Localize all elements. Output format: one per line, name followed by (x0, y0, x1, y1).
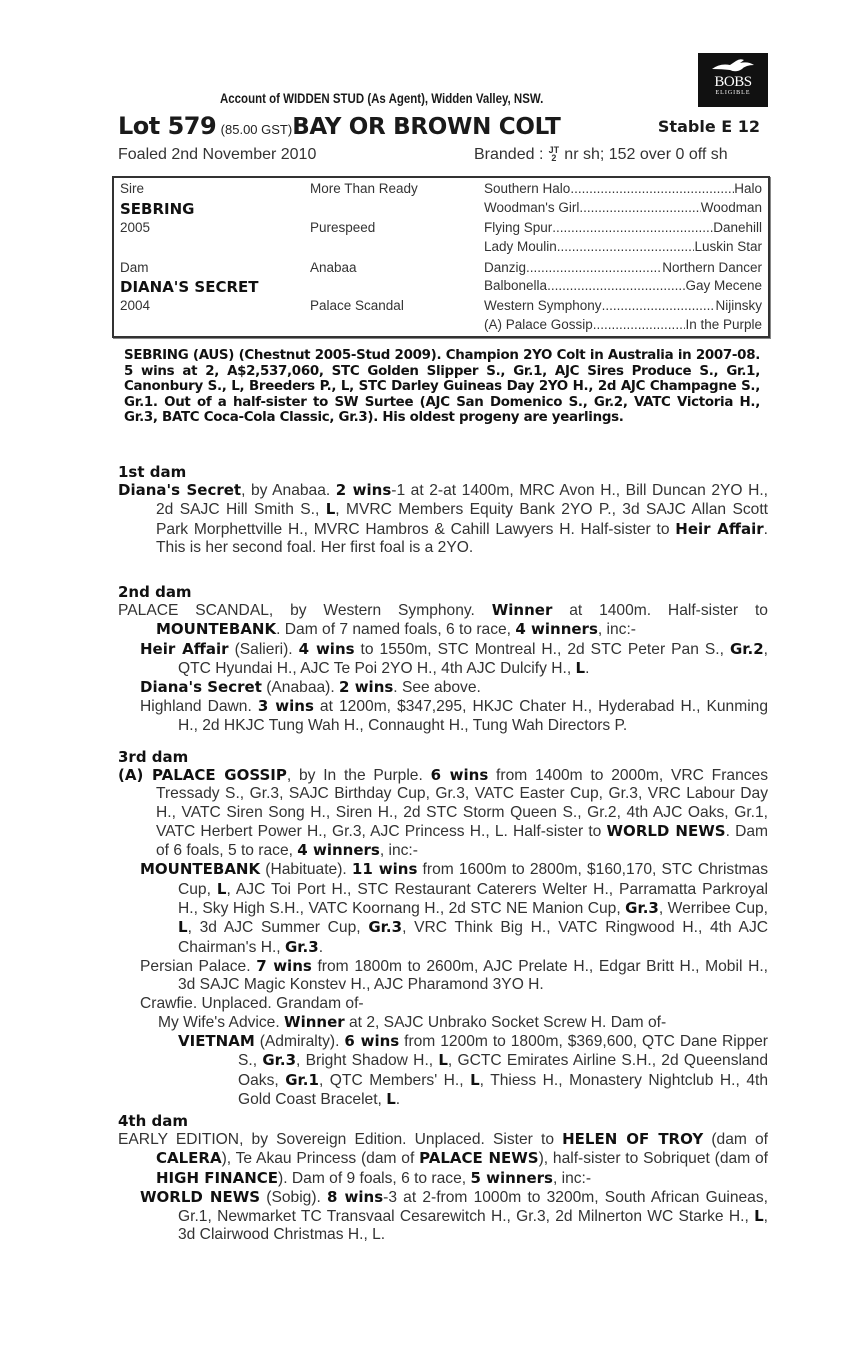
leader-dots (602, 298, 716, 313)
sire-biography: SEBRING (AUS) (Chestnut 2005-Stud 2009). Champion 2YO Colt in Australia in 2007-08. 5 wins at 2, A$2,537,060, STC Golden Slipper S., Gr.1, AJC Sires Produce S., Gr.1, Canonbury S., L, Breeders P., L, STC Darley Guineas Day 2YO H., 2d AJC Champagne S., Gr.1. Out of a half-sister to SW Surtee (AJC San Domenico S., Gr.2, VATC Victoria H., Gr.3, BATC Coca-Cola Classic, Gr.3). His oldest progeny are yearlings. (124, 348, 760, 425)
third-gen-row (484, 260, 762, 275)
sire-label: Sire (120, 181, 145, 196)
ancestor-sire: Halo (734, 181, 762, 196)
pedigree-entry: Highland Dawn. 3 wins at 1200m, $347,295, HKJC Chater H., Hyderabad H., Kunming H., 2d HKJC Tung Wah H., Connaught H., Tung Wah Directors P. (140, 697, 769, 734)
ancestor-name: Western Symphony (484, 298, 602, 313)
dam-name: DIANA'S SECRET (120, 278, 259, 296)
pedigree-entry: My Wife's Advice. Winner at 2, SAJC Unbrako Socket Screw H. Dam of- (158, 1012, 667, 1031)
pedigree-entry: EARLY EDITION, by Sovereign Edition. Unplaced. Sister to HELEN OF TROY (dam of CALERA), Te Akau Princess (dam of PALACE NEWS), half-sister to Sobriquet (dam of HIGH FINANCE). Dam of 9 foals, 6 to race, 5 winners, inc:- (118, 1130, 769, 1187)
dam-sire: Anabaa (310, 260, 357, 275)
logo-subtitle: ELIGIBLE (715, 90, 751, 96)
branded-label: Branded : (474, 146, 544, 163)
dam-section (118, 463, 768, 557)
pedigree-entry: VIETNAM (Admiralty). 6 wins from 1200m to 1800m, $369,600, QTC Dane Ripper S., Gr.3, Bright Shadow H., L, GCTC Emirates Airline S.H., 2d Queensland Oaks, Gr.1, QTC Members' H., L, Thiess H., Monastery Nightclub H., 4th Gold Coast Bracelet, L. (178, 1032, 769, 1109)
section-heading: 2nd dam (118, 583, 192, 601)
ancestor-sire: Gay Mecene (685, 278, 762, 293)
dam-dam: Palace Scandal (310, 298, 404, 313)
third-gen-row (484, 239, 762, 254)
third-gen-row (484, 317, 762, 332)
lot-line (118, 112, 768, 140)
gst-note: (85.00 GST) (220, 122, 293, 137)
pedigree-entry: Heir Affair (Salieri). 4 wins to 1550m, STC Montreal H., 2d STC Peter Pan S., Gr.2, QTC Hyundai H., AJC Te Poi 2YO H., 4th AJC Dulcify H., L. (140, 639, 768, 677)
third-gen-row (484, 220, 762, 235)
ancestor-name: Southern Halo (484, 181, 571, 196)
leader-dots (579, 200, 700, 215)
sire-sire: More Than Ready (310, 181, 418, 196)
ancestor-sire: Nijinsky (715, 298, 762, 313)
pedigree-entry: MOUNTEBANK (Habituate). 11 wins from 1600m to 2800m, $160,170, STC Christmas Cup, L, AJC Toi Port H., STC Restaurant Caterers Welter H., Parramatta Parkroyal H., Sky High S.H., VATC Koornang H., 2d STC NE Manion Cup, Gr.3, Werribee Cup, L, 3d AJC Summer Cup, Gr.3, VRC Think Big H., VATC Ringwood H., 4th AJC Chairman's H., Gr.3. (140, 860, 769, 956)
leader-dots (557, 239, 695, 254)
ancestor-name: (A) Palace Gossip (484, 317, 593, 332)
vendor-account: Account of WIDDEN STUD (As Agent), Widden Valley, NSW. (220, 90, 544, 106)
dam-section (118, 583, 768, 735)
logo-title: BOBS (714, 74, 752, 90)
ancestor-name: Danzig (484, 260, 527, 275)
dam-year: 2004 (120, 298, 151, 313)
third-gen-row (484, 278, 762, 293)
sire-year: 2005 (120, 220, 151, 235)
pedigree-entry: Diana's Secret (Anabaa). 2 wins. See above. (140, 678, 481, 697)
dam-section (118, 748, 768, 1109)
ancestor-sire: Luskin Star (694, 239, 762, 254)
horse-head-icon (710, 57, 756, 75)
pedigree-entry: Persian Palace. 7 wins from 1800m to 2600m, AJC Prelate H., Edgar Britt H., Mobil H., 3d SAJC Magic Konstev H., AJC Pharamond 3YO H. (140, 956, 768, 994)
pedigree-table (112, 176, 770, 338)
leader-dots (547, 278, 685, 293)
ancestor-sire: In the Purple (685, 317, 762, 332)
section-heading: 3rd dam (118, 748, 189, 766)
pedigree-entry: PALACE SCANDAL, by Western Symphony. Winner at 1400m. Half-sister to MOUNTEBANK. Dam of 7 named foals, 6 to race, 4 winners, inc:- (118, 601, 768, 639)
third-gen-row (484, 298, 762, 313)
bobs-eligible-logo (698, 53, 768, 107)
leader-dots (552, 220, 713, 235)
dam-label: Dam (120, 260, 149, 275)
pedigree-entry: Crawfie. Unplaced. Grandam of- (140, 994, 364, 1012)
ancestor-name: Woodman's Girl (484, 200, 580, 215)
ancestor-name: Lady Moulin (484, 239, 557, 254)
horse-description: BAY OR BROWN COLT (292, 114, 561, 140)
ancestor-sire: Woodman (700, 200, 762, 215)
leader-dots (570, 181, 734, 196)
pedigree-entry: (A) PALACE GOSSIP, by In the Purple. 6 wins from 1400m to 2000m, VRC Frances Tressady S., Gr.3, SAJC Birthday Cup, Gr.3, VATC Easter Cup, Gr.3, VRC Labour Day H., VATC Siren Song H., Siren H., 2d STC Storm Queen S., Gr.2, 4th AJC Oaks, Gr.1, VATC Herbert Power H., Gr.3, AJC Princess H., L. Half-sister to WORLD NEWS. Dam of 6 foals, 5 to race, 4 winners, inc:- (118, 766, 769, 860)
brand-info (474, 146, 728, 164)
third-gen-row (484, 181, 762, 196)
brand-detail: nr sh; 152 over 0 off sh (564, 146, 728, 163)
ancestor-name: Flying Spur (484, 220, 553, 235)
brand-mark-icon: JT 2 (548, 145, 560, 163)
stable-location: Stable E 12 (657, 117, 760, 136)
third-gen-row (484, 200, 762, 215)
section-heading: 4th dam (118, 1112, 188, 1130)
leader-dots (593, 317, 686, 332)
dam-section (118, 1112, 768, 1245)
pedigree-entry: Diana's Secret, by Anabaa. 2 wins-1 at 2-at 1400m, MRC Avon H., Bill Duncan 2YO H., 2d SAJC Hill Smith S., L, MVRC Members Equity Bank 2YO P., 3d SAJC Allan Scott Park Morphettville H., MVRC Hambros & Cahill Lawyers H. Half-sister to Heir Affair. This is her second foal. Her first foal is a 2YO. (118, 481, 768, 556)
ancestor-sire: Northern Dancer (662, 260, 762, 275)
pedigree-entry: WORLD NEWS (Sobig). 8 wins-3 at 2-from 1000m to 3200m, South African Guineas, Gr.1, Newmarket TC Transvaal Cesarewitch H., Gr.3, 2d Milnerton WC Starke H., L, 3d Clairwood Christmas H., L. (140, 1187, 768, 1244)
leader-dots (526, 260, 662, 275)
ancestor-sire: Danehill (713, 220, 762, 235)
ancestor-name: Balbonella (484, 278, 548, 293)
section-heading: 1st dam (118, 463, 187, 481)
sire-name: SEBRING (120, 200, 195, 218)
lot-number: Lot 579 (118, 112, 217, 140)
sire-dam: Purespeed (310, 220, 376, 235)
foaled-date: Foaled 2nd November 2010 (118, 146, 317, 163)
